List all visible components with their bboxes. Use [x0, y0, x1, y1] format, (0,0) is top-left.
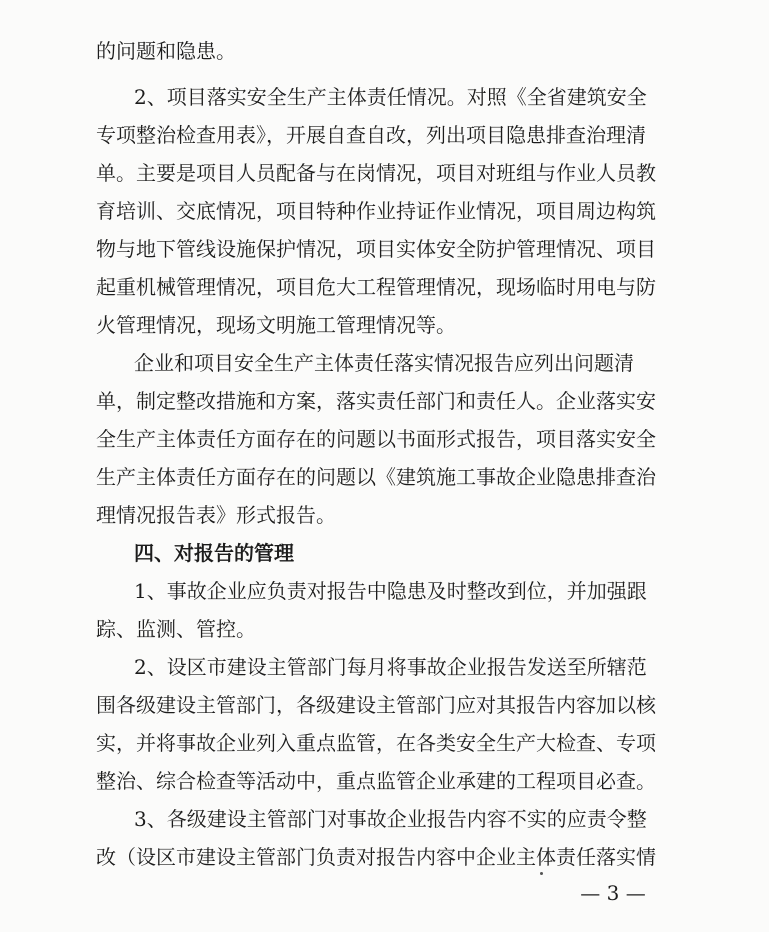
- page-number: — 3 —: [580, 881, 646, 905]
- text-line: 育培训、交底情况，项目特种作业持证作业情况，项目周边构筑: [96, 199, 656, 223]
- text-line: 整治、综合检查等活动中，重点监管企业承建的工程项目必查。: [96, 769, 656, 793]
- section-heading: 四、对报告的管理: [134, 541, 294, 565]
- paragraph-item-3: 3、各级建设主管部门对事故企业报告内容不实的应责令整: [134, 807, 647, 831]
- text-line: 单。主要是项目人员配备与在岗情况，项目对班组与作业人员教: [96, 161, 656, 185]
- text-line: 物与地下管线设施保护情况，项目实体安全防护管理情况、项目: [96, 237, 656, 261]
- text-line: 单，制定整改措施和方案，落实责任部门和责任人。企业落实安: [96, 389, 656, 413]
- paragraph-item-2: 2、项目落实安全生产主体责任情况。对照《全省建筑安全: [134, 85, 647, 109]
- text-line: 理情况报告表》形式报告。: [96, 503, 336, 527]
- scan-speck: [540, 872, 543, 875]
- text-line: 专项整治检查用表》，开展自查自改，列出项目隐患排查治理清: [96, 123, 646, 147]
- paragraph-item-2: 2、设区市建设主管部门每月将事故企业报告发送至所辖范: [134, 655, 647, 679]
- text-line: 围各级建设主管部门，各级建设主管部门应对其报告内容加以核: [96, 693, 656, 717]
- paragraph-report-requirements: 企业和项目安全生产主体责任落实情况报告应列出问题清: [134, 351, 634, 375]
- text-line: 生产主体责任方面存在的问题以《建筑施工事故企业隐患排查治: [96, 465, 656, 489]
- text-line: 起重机械管理情况，项目危大工程管理情况，现场临时用电与防: [96, 275, 656, 299]
- text-line: 全生产主体责任方面存在的问题以书面形式报告，项目落实安全: [96, 427, 656, 451]
- text-line: 实，并将事故企业列入重点监管，在各类安全生产大检查、专项: [96, 731, 656, 755]
- text-line: 踪、监测、管控。: [96, 617, 256, 641]
- paragraph-item-1: 1、事故企业应负责对报告中隐患及时整改到位，并加强跟: [134, 579, 647, 603]
- text-line: 改（设区市建设主管部门负责对报告内容中企业主体责任落实情: [96, 845, 656, 869]
- text-line: 的问题和隐患。: [96, 39, 236, 63]
- text-line: 火管理情况，现场文明施工管理情况等。: [96, 313, 456, 337]
